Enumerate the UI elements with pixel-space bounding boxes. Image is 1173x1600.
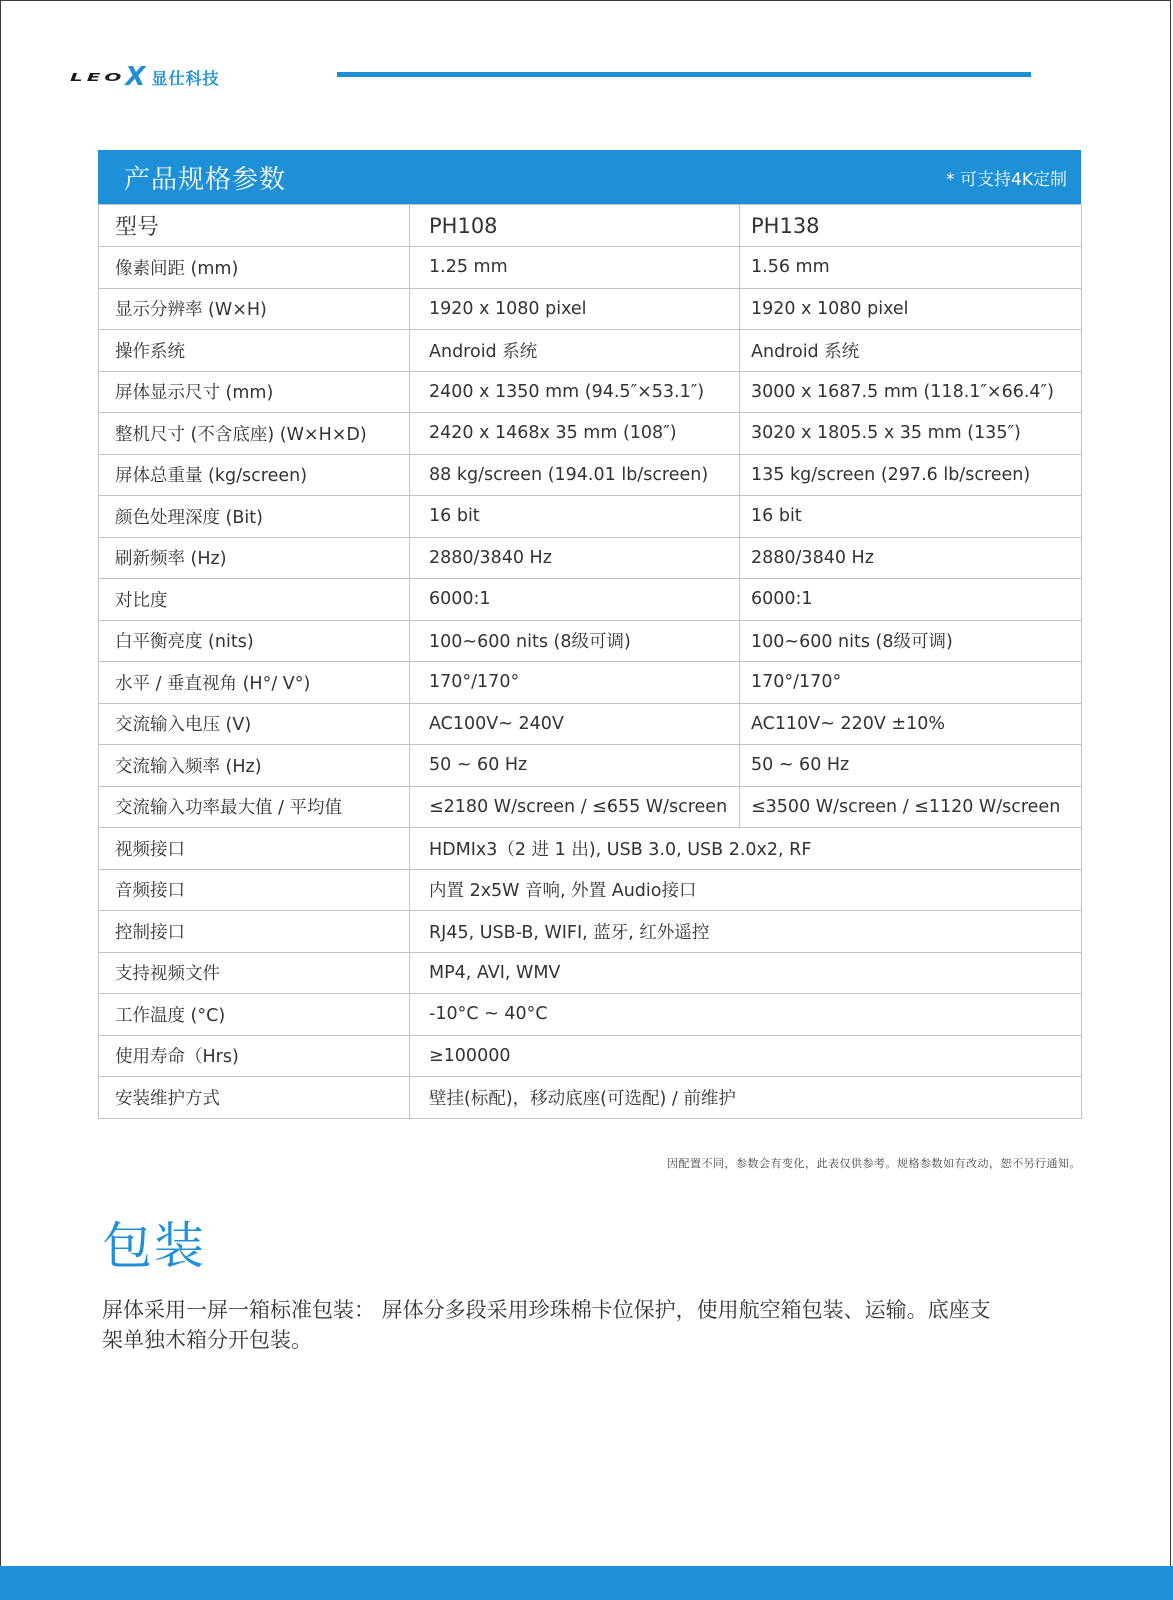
row-value-ph138: 16 bit [740,496,1082,538]
header-divider [337,72,1031,77]
row-label: 像素间距 (mm) [99,247,410,289]
logo-x-mark: X [125,62,146,92]
spec-table [98,204,1082,1119]
logo-wordmark: LEO [70,70,126,84]
table-row [99,1035,1082,1077]
row-label: 整机尺寸 (不含底座) (W×H×D) [99,413,410,455]
row-value-ph108: 100~600 nits (8级可调) [410,620,740,662]
row-value-shared: HDMIx3（2 进 1 出), USB 3.0, USB 2.0x2, RF [410,828,1082,870]
row-label: 工作温度 (°C) [99,994,410,1036]
packaging-title: 包装 [102,1217,206,1275]
table-row [99,371,1082,413]
table-row [99,537,1082,579]
row-value-ph138: 1920 x 1080 pixel [740,288,1082,330]
row-value-shared: 内置 2x5W 音响, 外置 Audio接口 [410,869,1082,911]
row-value-ph138: 3020 x 1805.5 x 35 mm (135″) [740,413,1082,455]
table-row [99,994,1082,1036]
row-label: 对比度 [99,579,410,621]
row-value-ph138: Android 系统 [740,330,1082,372]
row-value-ph108: ≤2180 W/screen / ≤655 W/screen [410,786,740,828]
row-value-ph138: 100~600 nits (8级可调) [740,620,1082,662]
bottom-bar [0,1566,1173,1600]
row-value-ph138: 170°/170° [740,662,1082,704]
row-value-shared: -10°C ~ 40°C [410,994,1082,1036]
row-label: 控制接口 [99,911,410,953]
table-row [99,1077,1082,1119]
row-label: 白平衡亮度 (nits) [99,620,410,662]
row-value-shared: 壁挂(标配)，移动底座(可选配) / 前维护 [410,1077,1082,1119]
row-label: 安装维护方式 [99,1077,410,1119]
row-value-ph108: 16 bit [410,496,740,538]
table-row [99,745,1082,787]
row-value-ph138: 135 kg/screen (297.6 lb/screen) [740,454,1082,496]
row-value-ph108: 6000:1 [410,579,740,621]
table-row [99,330,1082,372]
row-value-ph108: 1.25 mm [410,247,740,289]
row-label: 操作系统 [99,330,410,372]
table-row [99,662,1082,704]
row-label: 刷新频率 (Hz) [99,537,410,579]
header-model-b: PH138 [740,205,1082,247]
table-row [99,620,1082,662]
table-row [99,288,1082,330]
logo-company-name: 显仕科技 [151,68,220,88]
row-label: 音频接口 [99,869,410,911]
row-value-ph138: AC110V~ 220V ±10% [740,703,1082,745]
table-row [99,703,1082,745]
table-row [99,786,1082,828]
header-model-a: PH108 [410,205,740,247]
spec-footnote: 因配置不同，参数会有变化，此表仅供参考。规格参数如有改动，恕不另行通知。 [667,1157,1081,1170]
row-value-ph108: 170°/170° [410,662,740,704]
row-value-ph108: 50 ~ 60 Hz [410,745,740,787]
table-row [99,454,1082,496]
packaging-text: 屏体采用一屏一箱标准包装： 屏体分多段采用珍珠棉卡位保护，使用航空箱包装、运输。底座支架单独木箱分开包装。 [102,1298,991,1352]
table-row [99,496,1082,538]
table-row [99,413,1082,455]
row-label: 支持视频文件 [99,952,410,994]
row-value-ph108: 2400 x 1350 mm (94.5″×53.1″) [410,371,740,413]
row-value-shared: ≥100000 [410,1035,1082,1077]
table-row [99,911,1082,953]
table-row [99,247,1082,289]
row-label: 使用寿命（Hrs) [99,1035,410,1077]
row-value-ph108: 1920 x 1080 pixel [410,288,740,330]
row-label: 交流输入电压 (V) [99,703,410,745]
spec-section [98,150,1081,1119]
row-value-ph138: 1.56 mm [740,247,1082,289]
brand-logo [70,62,219,92]
row-label: 交流输入频率 (Hz) [99,745,410,787]
row-label: 交流输入功率最大值 / 平均值 [99,786,410,828]
row-label: 屏体总重量 (kg/screen) [99,454,410,496]
row-value-ph108: Android 系统 [410,330,740,372]
row-label: 颜色处理深度 (Bit) [99,496,410,538]
row-value-shared: RJ45, USB-B, WIFI, 蓝牙, 红外遥控 [410,911,1082,953]
spec-title: 产品规格参数 [124,164,287,195]
row-label: 视频接口 [99,828,410,870]
row-label: 屏体显示尺寸 (mm) [99,371,410,413]
table-row [99,828,1082,870]
row-value-ph108: AC100V~ 240V [410,703,740,745]
row-value-ph138: 50 ~ 60 Hz [740,745,1082,787]
row-label: 水平 / 垂直视角 (H°/ V°) [99,662,410,704]
table-row [99,579,1082,621]
row-value-ph108: 2420 x 1468x 35 mm (108″) [410,413,740,455]
row-value-ph108: 88 kg/screen (194.01 lb/screen) [410,454,740,496]
row-value-shared: MP4, AVI, WMV [410,952,1082,994]
row-value-ph108: 2880/3840 Hz [410,537,740,579]
table-row [99,869,1082,911]
row-value-ph138: 2880/3840 Hz [740,537,1082,579]
row-value-ph138: 3000 x 1687.5 mm (118.1″×66.4″) [740,371,1082,413]
row-value-ph138: 6000:1 [740,579,1082,621]
row-label: 显示分辨率 (W×H) [99,288,410,330]
header-label: 型号 [99,205,410,247]
table-header-row [99,205,1082,247]
spec-4k-note: * 可支持4K定制 [946,169,1067,190]
row-value-ph138: ≤3500 W/screen / ≤1120 W/screen [740,786,1082,828]
spec-title-bar [98,150,1081,204]
table-row [99,952,1082,994]
